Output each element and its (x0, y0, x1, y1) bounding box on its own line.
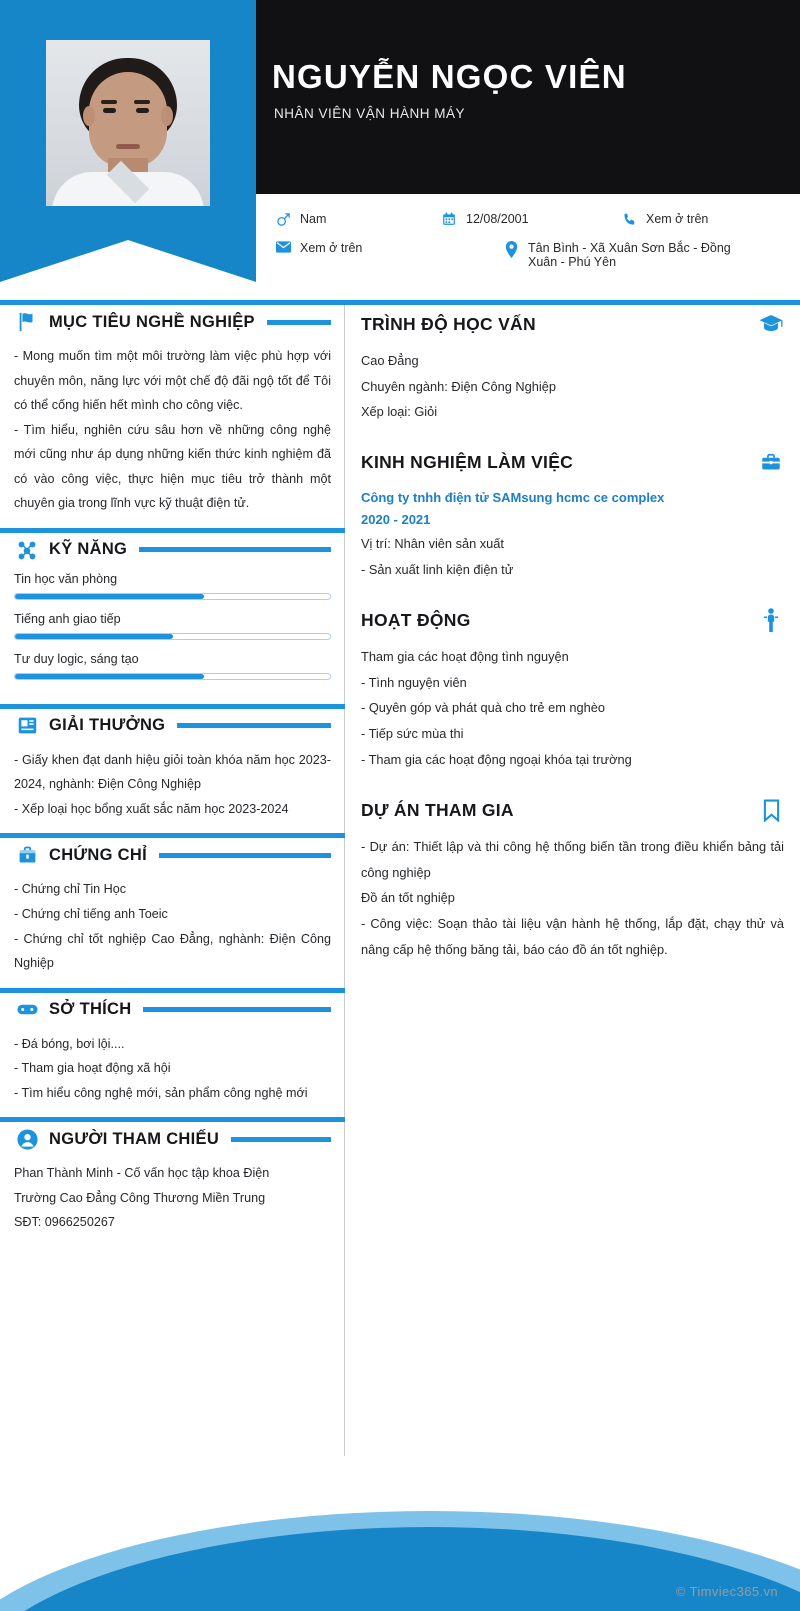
section-reference-header (14, 1117, 331, 1161)
contact-phone (618, 212, 708, 227)
phone-icon (618, 212, 640, 227)
calendar-icon (438, 212, 460, 226)
section-reference-title: NGƯỜI THAM CHIẾU (49, 1129, 220, 1148)
person-activity-icon (758, 607, 784, 633)
activity-line-3: - Quyên góp và phát quà cho trẻ em nghèo (361, 700, 606, 716)
reference-line-1: Phan Thành Minh - Cố vấn học tập khoa Điện (14, 1166, 270, 1181)
experience-line-1: Vị trí: Nhân viên sản xuất (361, 535, 504, 551)
section-activities-header (361, 596, 784, 644)
section-accent-bar (139, 547, 331, 552)
contact-row-1 (272, 212, 784, 227)
activity-line-4: - Tiếp sức mùa thi (361, 725, 464, 741)
section-activities (345, 596, 800, 786)
section-reference (0, 1117, 345, 1247)
graduation-cap-icon (758, 311, 784, 337)
activity-line-1: Tham gia các hoạt động tình nguyện (361, 649, 569, 665)
section-skills-header (14, 528, 331, 572)
education-line-3: Xếp loại: Giỏi (361, 404, 438, 420)
section-skills (0, 528, 345, 704)
section-projects-title: DỰ ÁN THAM GIA (361, 799, 514, 820)
section-activities-body (361, 644, 784, 772)
section-objective-body (14, 344, 331, 516)
section-reference-body (14, 1161, 331, 1235)
section-skills-title: KỸ NĂNG (49, 540, 128, 559)
mail-icon (272, 241, 294, 253)
skill-item (14, 572, 331, 600)
project-paragraph-1: - Dự án: Thiết lập và thi công hệ thống biến tần trong điều khiển bảng tải công nghiệp (361, 839, 784, 880)
section-education-header (361, 300, 784, 348)
skill-item (14, 652, 331, 680)
skill-bar-track (14, 593, 331, 600)
section-accent-bar (143, 1007, 331, 1012)
section-accent-bar (267, 320, 331, 325)
section-rule (345, 300, 800, 305)
contact-address (500, 241, 740, 269)
hobby-paragraph-3: - Tìm hiểu công nghệ mới, sản phẩm công nghệ mới (14, 1085, 308, 1100)
contact-birthday (438, 212, 618, 227)
skill-bar-track (14, 633, 331, 640)
section-accent-bar (159, 853, 331, 858)
contact-email-value: Xem ở trên (300, 241, 363, 255)
reference-line-3: SĐT: 0966250267 (14, 1215, 115, 1230)
skills-icon (14, 537, 40, 563)
briefcase-icon (758, 450, 784, 476)
job-title: NHÂN VIÊN VẬN HÀNH MÁY (274, 106, 466, 121)
skill-name: Tin học văn phòng (14, 571, 118, 586)
certificate-paragraph-1: - Chứng chỉ Tin Học (14, 882, 127, 897)
section-activities-title: HOẠT ĐỘNG (361, 609, 471, 630)
section-objective-header (14, 300, 331, 344)
certificate-paragraph-2: - Chứng chỉ tiếng anh Toeic (14, 907, 168, 922)
header-dark-panel (256, 0, 800, 194)
contact-address-value: Tân Bình - Xã Xuân Sơn Bắc - Đồng Xuân - Phú Yên (528, 241, 731, 269)
gender-icon (272, 212, 294, 227)
contact-email (272, 241, 438, 269)
skill-bar-track (14, 673, 331, 680)
section-objective-title: MỤC TIÊU NGHỀ NGHIỆP (49, 312, 255, 331)
activity-line-5: - Tham gia các hoạt động ngoại khóa tại trường (361, 751, 632, 767)
gamepad-icon (14, 997, 40, 1023)
section-awards (0, 704, 345, 834)
section-objective (0, 300, 345, 528)
contact-row-2 (272, 241, 784, 269)
certificate-paragraph-3: - Chứng chỉ tốt nghiệp Cao Đẳng, nghành: Điện Công Nghiệp (14, 931, 331, 971)
location-pin-icon (500, 241, 522, 258)
section-hobbies (0, 988, 345, 1118)
award-paragraph-2: - Xếp loại học bổng xuất sắc năm học 2023-2024 (14, 801, 289, 816)
section-certificates-body (14, 877, 331, 975)
education-line-2: Chuyên ngành: Điện Công Nghiệp (361, 378, 556, 394)
award-paragraph-1: - Giấy khen đạt danh hiệu giỏi toàn khóa năm học 2023-2024, nghành: Điện Công Nghiệp (14, 752, 331, 792)
section-experience-header (361, 439, 784, 487)
section-education-body (361, 348, 784, 425)
contact-block (272, 212, 784, 283)
footer-credit: © Timviec365.vn (675, 1584, 778, 1599)
section-projects-header (361, 786, 784, 834)
skill-bar-fill (15, 674, 204, 679)
skill-item (14, 612, 331, 640)
contact-birthday-value: 12/08/2001 (466, 212, 529, 226)
section-certificates-title: CHỨNG CHỈ (49, 845, 147, 864)
skills-list (14, 572, 331, 680)
experience-line-2: - Sản xuất linh kiện điện tử (361, 561, 514, 577)
activity-line-2: - Tình nguyện viên (361, 674, 467, 690)
section-hobbies-title: SỞ THÍCH (49, 1000, 132, 1019)
hobby-paragraph-2: - Tham gia hoạt động xã hội (14, 1061, 171, 1076)
bookmark-icon (758, 797, 784, 823)
cv-header (0, 0, 800, 300)
section-experience (345, 439, 800, 596)
section-accent-bar (231, 1137, 331, 1142)
page-title: NGUYỄN NGỌC VIÊN (272, 58, 627, 95)
flag-icon (14, 309, 40, 335)
section-certificates (0, 833, 345, 987)
objective-paragraph-1: - Mong muốn tìm một môi trường làm việc phù hợp với chuyên môn, năng lực với một chế độ đãi ngộ tốt để Tôi có thể cống hiến hết mình cho công việc. (14, 349, 331, 413)
section-education (345, 300, 800, 439)
education-line-1: Cao Đẳng (361, 353, 419, 368)
objective-paragraph-2: - Tìm hiểu, nghiên cứu sâu hơn về những công nghệ mới cũng như áp dụng những kiến thức kinh nghiệm đã có vào công việc, thực hiện mục tiêu trở thành một chuyên gia trong lĩnh vực kỹ thuật điện tử. (14, 422, 331, 511)
section-experience-title: KINH NGHIỆM LÀM VIỆC (361, 452, 574, 473)
certificate-icon (14, 842, 40, 868)
contact-gender (272, 212, 438, 227)
avatar (46, 40, 210, 206)
left-column (0, 300, 345, 1247)
project-paragraph-3: - Công việc: Soạn thảo tài liệu vận hành hệ thống, lắp đặt, chạy thử và nâng cấp hệ thống băng tải, báo cáo đồ án tốt nghiệp. (361, 915, 784, 957)
section-awards-title: GIẢI THƯỞNG (49, 716, 166, 735)
section-education-title: TRÌNH ĐỘ HỌC VẤN (361, 313, 536, 334)
skill-bar-fill (15, 634, 173, 639)
user-circle-icon (14, 1126, 40, 1152)
award-badge-icon (14, 713, 40, 739)
contact-phone-value: Xem ở trên (646, 212, 709, 226)
section-awards-header (14, 704, 331, 748)
hobby-paragraph-1: - Đá bóng, bơi lội.... (14, 1036, 125, 1051)
experience-period: 2020 - 2021 (361, 511, 431, 527)
section-projects-body (361, 834, 784, 962)
section-accent-bar (177, 723, 331, 728)
section-projects (345, 786, 800, 976)
section-hobbies-header (14, 988, 331, 1032)
section-awards-body (14, 748, 331, 822)
section-certificates-header (14, 833, 331, 877)
reference-line-2: Trường Cao Đẳng Công Thương Miền Trung (14, 1190, 266, 1205)
skill-bar-fill (15, 594, 204, 599)
right-column (345, 300, 800, 976)
skill-name: Tiếng anh giao tiếp (14, 611, 121, 626)
section-hobbies-body (14, 1032, 331, 1106)
project-paragraph-2: Đồ án tốt nghiệp (361, 890, 455, 906)
contact-gender-value: Nam (300, 212, 327, 226)
experience-company: Công ty tnhh điện tử SAMsung hcmc ce complex (361, 489, 665, 505)
skill-name: Tư duy logic, sáng tạo (14, 651, 139, 666)
section-experience-body (361, 487, 784, 582)
